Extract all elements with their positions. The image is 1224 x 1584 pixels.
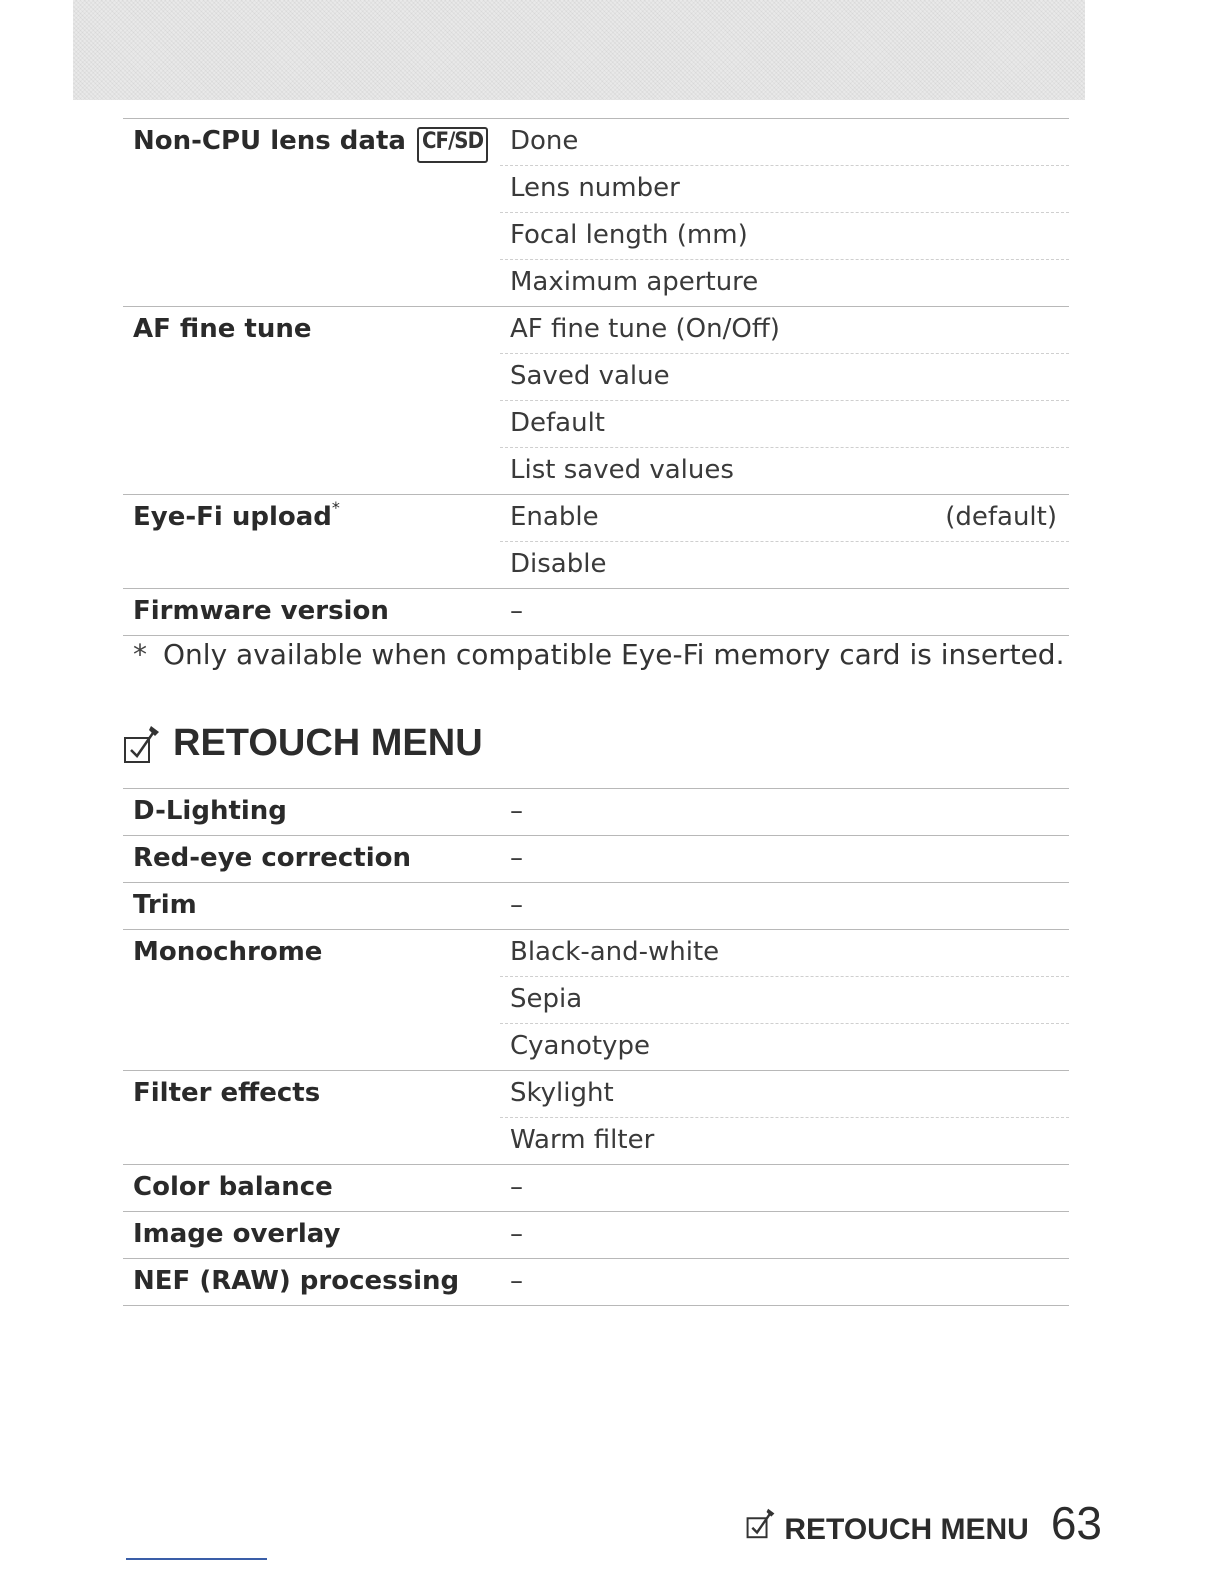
item-name-d-lighting: D-Lighting (123, 789, 500, 836)
table-row (123, 119, 1069, 166)
option-label: Disable (500, 542, 1069, 589)
item-name-af-fine-tune: AF fine tune (123, 307, 500, 495)
option-label: Default (500, 401, 1069, 448)
item-name-firmware-version: Firmware version (123, 589, 500, 636)
item-name-image-overlay: Image overlay (123, 1212, 500, 1259)
item-name-trim: Trim (123, 883, 500, 930)
table-row (123, 883, 1069, 930)
table-row (123, 1212, 1069, 1259)
item-name-filter-effects: Filter effects (123, 1071, 500, 1165)
option-label: Enable (510, 502, 599, 532)
page-footer (746, 1496, 1102, 1550)
table-row (123, 589, 1069, 636)
item-name-color-balance: Color balance (123, 1165, 500, 1212)
option-label: AF fine tune (On/Off) (500, 307, 1069, 354)
footnote-text: Only available when compatible Eye-Fi memory card is inserted. (163, 638, 1065, 671)
item-name-eye-fi-upload: Eye-Fi upload (133, 502, 332, 532)
section-title: RETOUCH MENU (173, 722, 483, 764)
header-band (73, 0, 1085, 100)
table-row (123, 1165, 1069, 1212)
footnote-marker: * (331, 498, 340, 517)
option-label: Sepia (500, 977, 1069, 1024)
table-row (123, 307, 1069, 354)
option-label: – (500, 1165, 1069, 1212)
item-name-red-eye-correction: Red-eye correction (123, 836, 500, 883)
table-row (123, 1259, 1069, 1306)
option-label: – (500, 589, 1069, 636)
option-label: – (500, 883, 1069, 930)
section-heading (123, 722, 483, 765)
default-note: (default) (945, 502, 1057, 532)
option-label: Saved value (500, 354, 1069, 401)
option-label: – (500, 789, 1069, 836)
item-name-nef-raw-processing: NEF (RAW) processing (123, 1259, 500, 1306)
retouch-icon (123, 724, 161, 764)
footnote-marker: * (133, 638, 147, 671)
option-label: – (500, 836, 1069, 883)
option-label: – (500, 1259, 1069, 1306)
cf-sd-badge-icon: CF/SD (417, 127, 488, 163)
footer-rule (126, 1558, 267, 1560)
table-row (123, 789, 1069, 836)
option-label: Black-and-white (500, 930, 1069, 977)
retouch-icon (746, 1507, 776, 1539)
footer-section-label: RETOUCH MENU (784, 1513, 1029, 1546)
table-row (123, 1071, 1069, 1118)
option-label: Done (500, 119, 1069, 166)
option-label: Focal length (mm) (500, 213, 1069, 260)
option-label: Lens number (500, 166, 1069, 213)
setup-menu-table (123, 118, 1069, 636)
retouch-menu-table (123, 788, 1069, 1306)
page-number: 63 (1050, 1497, 1102, 1549)
table-row (123, 930, 1069, 977)
option-label: Maximum aperture (500, 260, 1069, 307)
option-label: Warm filter (500, 1118, 1069, 1165)
item-name-monochrome: Monochrome (123, 930, 500, 1071)
table-row (123, 495, 1069, 542)
option-label: Cyanotype (500, 1024, 1069, 1071)
table-row (123, 836, 1069, 883)
footnote (133, 638, 1064, 671)
option-label: List saved values (500, 448, 1069, 495)
option-label: – (500, 1212, 1069, 1259)
option-label: Skylight (500, 1071, 1069, 1118)
item-name-non-cpu-lens-data: Non-CPU lens data (133, 126, 406, 156)
